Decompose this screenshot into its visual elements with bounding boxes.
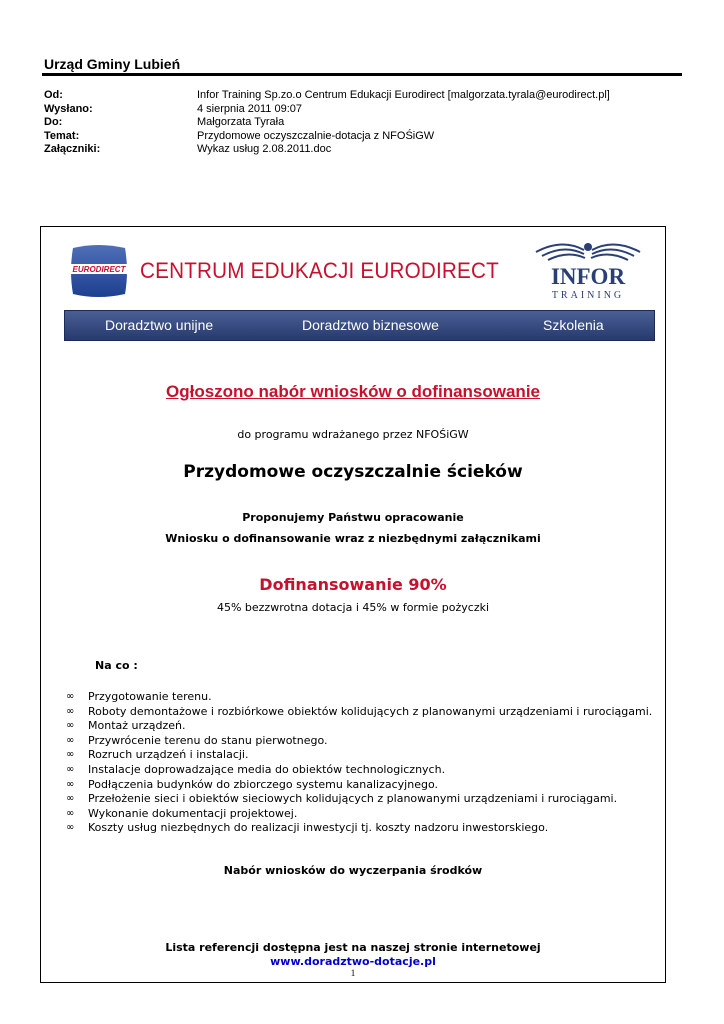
scope-list (66, 690, 664, 836)
product-title: Przydomowe oczyszczalnie ścieków (183, 462, 523, 482)
page-number: 1 (350, 968, 356, 978)
list-item (66, 763, 664, 778)
list-item (66, 719, 664, 734)
list-item-text: Instalacje doprowadzające media do obiektów technologicznych. (88, 762, 446, 776)
infor-training-logo (532, 236, 644, 302)
subject-label: Temat: (44, 129, 80, 142)
meta-row-to (44, 116, 610, 130)
program-line: do programu wdrażanego przez NFOŚiGW (237, 428, 469, 441)
nav-bar (64, 310, 655, 341)
meta-row-subject (44, 130, 610, 144)
eurodirect-logo-text: EURODIRECT (72, 265, 126, 274)
infinity-bullet-icon: ∞ (66, 807, 75, 819)
attachments-value[interactable]: Wykaz usług 2.08.2011.doc (197, 143, 332, 155)
list-item-text: Koszty usług niezbędnych do realizacji inwestycji tj. koszty nadzoru inwestorskiego. (88, 821, 549, 835)
list-item-text: Przełożenie sieci i obiektów sieciowych kolidujących z planowanymi urządzeniami i rurociągami. (88, 792, 618, 806)
list-item-text: Przywrócenie terenu do stanu pierwotnego. (88, 733, 328, 747)
list-item (66, 690, 664, 705)
list-item-text: Wykonanie dokumentacji projektowej. (88, 806, 298, 820)
list-item-text: Montaż urządzeń. (88, 719, 186, 733)
infinity-bullet-icon: ∞ (66, 793, 75, 805)
funding-rate-title: Dofinansowanie 90% (259, 575, 447, 594)
list-item (66, 734, 664, 749)
meta-row-from (44, 89, 610, 103)
infinity-bullet-icon: ∞ (66, 763, 75, 775)
infinity-bullet-icon: ∞ (66, 749, 75, 761)
nav-business-consulting[interactable]: Doradztwo biznesowe (302, 317, 439, 333)
infor-logo-text: INFOR (550, 264, 626, 289)
email-meta (44, 89, 610, 157)
nav-eu-consulting[interactable]: Doradztwo unijne (105, 317, 214, 333)
subject-value: Przydomowe oczyszczalnie-dotacja z NFOŚiGW (197, 129, 435, 142)
infinity-bullet-icon: ∞ (66, 705, 75, 717)
nav-trainings[interactable]: Szkolenia (543, 317, 604, 333)
list-item (66, 807, 664, 822)
recruitment-note: Nabór wniosków do wyczerpania środków (223, 864, 483, 877)
meta-row-attachments (44, 143, 610, 157)
to-value: Małgorzata Tyrała (197, 116, 285, 128)
headline: Ogłoszono nabór wniosków o dofinansowanie (165, 382, 540, 401)
list-heading: Na co : (95, 659, 138, 672)
list-item (66, 705, 664, 720)
list-item-text: Podłączenia budynków do zbiorczego systemu kanalizacyjnego. (88, 777, 438, 791)
proposal-line-2: Wniosku o dofinansowanie wraz z niezbędnymi załącznikami (165, 532, 541, 545)
proposal-line-1: Proponujemy Państwu opracowanie (242, 511, 464, 524)
from-value: Infor Training Sp.zo.o Centrum Edukacji Eurodirect [malgorzata.tyrala@eurodirect.pl] (197, 89, 610, 101)
list-item-text: Rozruch urządzeń i instalacji. (88, 748, 249, 762)
eurodirect-logo (67, 244, 130, 298)
brand-title: CENTRUM EDUKACJI EURODIRECT (140, 258, 499, 283)
to-label: Do: (44, 116, 63, 128)
infinity-bullet-icon: ∞ (66, 734, 75, 746)
funding-rate-detail: 45% bezzwrotna dotacja i 45% w formie pożyczki (216, 601, 490, 614)
infinity-bullet-icon: ∞ (66, 691, 75, 702)
training-logo-text: TRAINING (551, 290, 625, 301)
infinity-bullet-icon: ∞ (66, 720, 75, 732)
list-item (66, 821, 664, 836)
sent-value: 4 sierpnia 2011 09:07 (197, 102, 302, 115)
reference-note: Lista referencji dostępna jest na naszej stronie internetowej (165, 941, 541, 954)
attachments-label: Załączniki: (44, 143, 101, 155)
list-item-text: Przygotowanie terenu. (88, 690, 212, 703)
list-item-text: Roboty demontażowe i rozbiórkowe obiektów kolidujących z planowanymi urządzeniami i rurociągami. (88, 704, 653, 718)
meta-row-sent (44, 103, 610, 117)
infinity-bullet-icon: ∞ (66, 822, 75, 834)
website-link[interactable]: www.doradztwo-dotacje.pl (270, 955, 436, 968)
header-rule (42, 73, 682, 76)
org-title: Urząd Gminy Lubień (44, 56, 181, 72)
infinity-bullet-icon: ∞ (66, 778, 75, 790)
list-item (66, 792, 664, 807)
list-item (66, 748, 664, 763)
list-item (66, 778, 664, 793)
from-label: Od: (44, 89, 63, 101)
sent-label: Wysłano: (44, 102, 93, 115)
